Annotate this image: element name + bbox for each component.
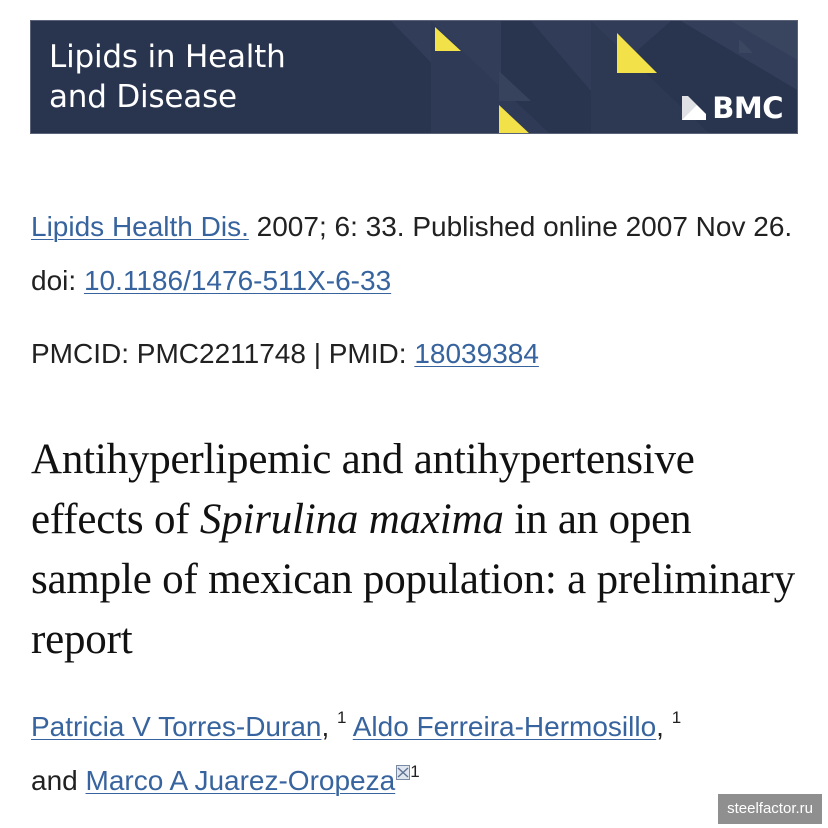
affiliation-marker: 1 (337, 708, 347, 727)
citation (31, 200, 801, 308)
author-separator: , (656, 711, 672, 742)
publisher-name: BMC (712, 91, 783, 125)
watermark: steelfactor.ru (718, 794, 822, 824)
author-separator: , (321, 711, 338, 742)
citation-details: 2007; 6: 33. Published online 2007 Nov 26. doi: (31, 211, 793, 296)
author-conjunction: and (31, 765, 86, 796)
author-link[interactable]: Patricia V Torres-Duran (31, 711, 322, 742)
pmid-link[interactable]: 18039384 (414, 338, 539, 369)
affiliation-marker: 1 (671, 708, 682, 727)
journal-link[interactable]: Lipids Health Dis. (31, 211, 249, 242)
author-link[interactable]: Aldo Ferreira-Hermosillo (352, 711, 657, 742)
title-part-2: in an open sample of mexican population: a preliminary report (31, 496, 795, 663)
journal-title (49, 37, 286, 117)
affiliation-marker: 1 (410, 762, 420, 781)
article-ids (31, 327, 539, 381)
journal-banner[interactable] (30, 20, 798, 134)
journal-title-line2: and Disease (49, 79, 237, 115)
pmcid-text: PMCID: PMC2211748 | PMID: (31, 338, 415, 369)
title-part-1: Antihyperlipemic and antihypertensive effects of (31, 436, 695, 543)
author-link[interactable]: Marco A Juarez-Oropeza (85, 765, 396, 796)
doi-link[interactable]: 10.1186/1476-511X-6-33 (83, 265, 392, 296)
publisher-logo (682, 91, 783, 125)
envelope-icon[interactable] (396, 765, 410, 780)
bmc-logo-icon (682, 96, 706, 120)
author-list (31, 700, 811, 808)
title-species: Spirulina maxima (199, 496, 504, 543)
journal-title-line1: Lipids in Health (49, 39, 286, 75)
article-title (31, 430, 811, 670)
